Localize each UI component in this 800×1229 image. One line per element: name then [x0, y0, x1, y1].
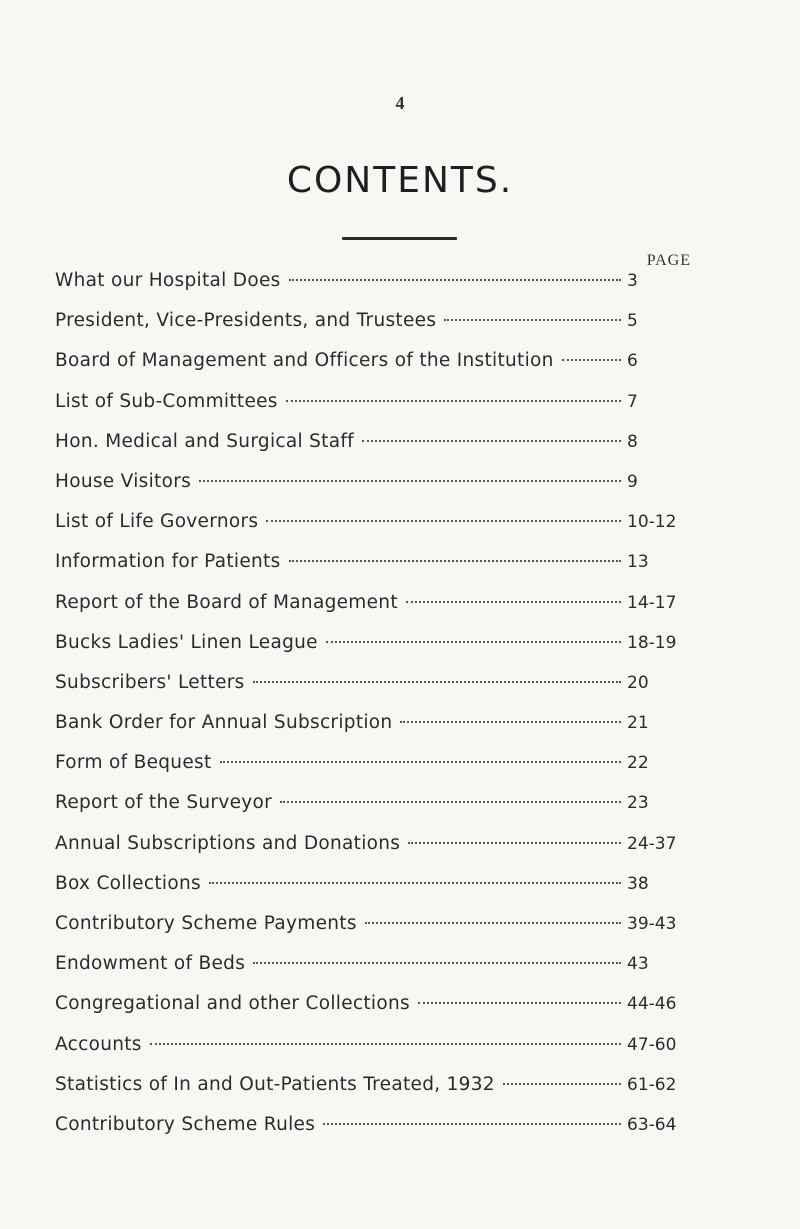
entry-page-number: 23 — [627, 793, 649, 814]
entry-title: Accounts — [55, 1033, 142, 1055]
contents-entry — [55, 783, 685, 823]
entry-title: Contributory Scheme Rules — [55, 1113, 316, 1135]
entry-title: Annual Subscriptions and Donations — [55, 832, 401, 854]
entry-page-number: 7 — [627, 391, 638, 412]
contents-list — [55, 261, 685, 1145]
entry-page-number: 20 — [627, 672, 649, 693]
entry-title: Bank Order for Annual Subscription — [55, 712, 393, 734]
entry-title: Statistics of In and Out-Patients Treated, 1932 — [55, 1073, 495, 1095]
entry-page-number: 24-37 — [627, 833, 677, 854]
dot-leader — [408, 841, 621, 844]
title-divider — [342, 237, 457, 240]
dot-leader — [280, 800, 621, 803]
entry-page-number: 10-12 — [627, 512, 677, 533]
contents-entry — [55, 824, 685, 864]
dot-leader — [323, 1122, 621, 1125]
entry-page-number: 3 — [627, 271, 638, 291]
contents-entry — [55, 623, 685, 663]
entry-title: List of Sub-Committees — [55, 390, 278, 412]
entry-page-number: 61-62 — [627, 1074, 677, 1095]
entry-page-number: 47-60 — [627, 1034, 677, 1055]
dot-leader — [209, 881, 621, 884]
dot-leader — [253, 680, 621, 683]
contents-entry — [55, 944, 685, 984]
entry-title: Information for Patients — [55, 551, 281, 573]
entry-page-number: 43 — [627, 954, 649, 975]
dot-leader — [365, 921, 621, 924]
contents-entry — [55, 301, 685, 341]
entry-page-number: 14-17 — [627, 592, 677, 613]
dot-leader — [220, 760, 621, 763]
entry-page-number: 22 — [627, 753, 649, 774]
contents-entry — [55, 502, 685, 542]
dot-leader — [289, 278, 621, 281]
page-title: CONTENTS. — [286, 160, 514, 201]
entry-page-number: 38 — [627, 873, 649, 894]
contents-entry — [55, 1105, 685, 1145]
entry-page-number: 6 — [627, 351, 638, 372]
dot-leader — [289, 559, 621, 562]
contents-entry — [55, 663, 685, 703]
dot-leader — [406, 600, 621, 603]
dot-leader — [253, 961, 621, 964]
contents-entry — [55, 462, 685, 502]
entry-page-number: 44-46 — [627, 994, 677, 1015]
entry-title: Board of Management and Officers of the Institution — [55, 350, 554, 372]
dot-leader — [326, 640, 621, 643]
contents-entry — [55, 984, 685, 1024]
dot-leader — [266, 519, 621, 522]
entry-page-number: 13 — [627, 552, 649, 573]
contents-entry — [55, 1065, 685, 1105]
entry-title: What our Hospital Does — [55, 270, 281, 291]
dot-leader — [444, 318, 621, 321]
contents-entry — [55, 743, 685, 783]
contents-entry — [55, 261, 685, 301]
entry-title: Bucks Ladies' Linen League — [55, 631, 318, 653]
page-number: 4 — [395, 93, 405, 113]
entry-page-number: 39-43 — [627, 914, 677, 934]
dot-leader — [562, 358, 621, 361]
contents-entry — [55, 422, 685, 462]
entry-page-number: 9 — [627, 471, 638, 492]
dot-leader — [400, 720, 621, 723]
entry-title: Endowment of Beds — [55, 953, 246, 975]
entry-title: Report of the Board of Management — [55, 591, 398, 613]
contents-entry — [55, 341, 685, 381]
entry-title: House Visitors — [55, 470, 192, 492]
contents-entry — [55, 703, 685, 743]
dot-leader — [503, 1082, 621, 1085]
contents-entry — [55, 864, 685, 904]
entry-title: Report of the Surveyor — [55, 792, 273, 814]
entry-title: Subscribers' Letters — [55, 671, 245, 693]
entry-title: Hon. Medical and Surgical Staff — [55, 430, 354, 452]
entry-page-number: 5 — [627, 311, 638, 332]
entry-page-number: 21 — [627, 713, 649, 734]
contents-entry — [55, 542, 685, 582]
dot-leader — [199, 479, 621, 482]
dot-leader — [150, 1042, 621, 1045]
entry-title: Form of Bequest — [55, 752, 212, 774]
entry-page-number: 18-19 — [627, 632, 677, 653]
entry-title: President, Vice-Presidents, and Trustees — [55, 310, 437, 332]
dot-leader — [362, 439, 621, 442]
contents-entry — [55, 583, 685, 623]
entry-title: Box Collections — [55, 872, 201, 894]
entry-title: Contributory Scheme Payments — [55, 913, 357, 934]
entry-page-number: 63-64 — [627, 1114, 677, 1135]
entry-page-number: 8 — [627, 431, 638, 452]
dot-leader — [286, 399, 621, 402]
dot-leader — [418, 1001, 621, 1004]
contents-entry — [55, 382, 685, 422]
entry-title: Congregational and other Collections — [55, 993, 410, 1015]
contents-entry — [55, 904, 685, 944]
entry-title: List of Life Governors — [55, 511, 259, 533]
contents-entry — [55, 1025, 685, 1065]
page-column-header: PAGE — [646, 252, 691, 269]
